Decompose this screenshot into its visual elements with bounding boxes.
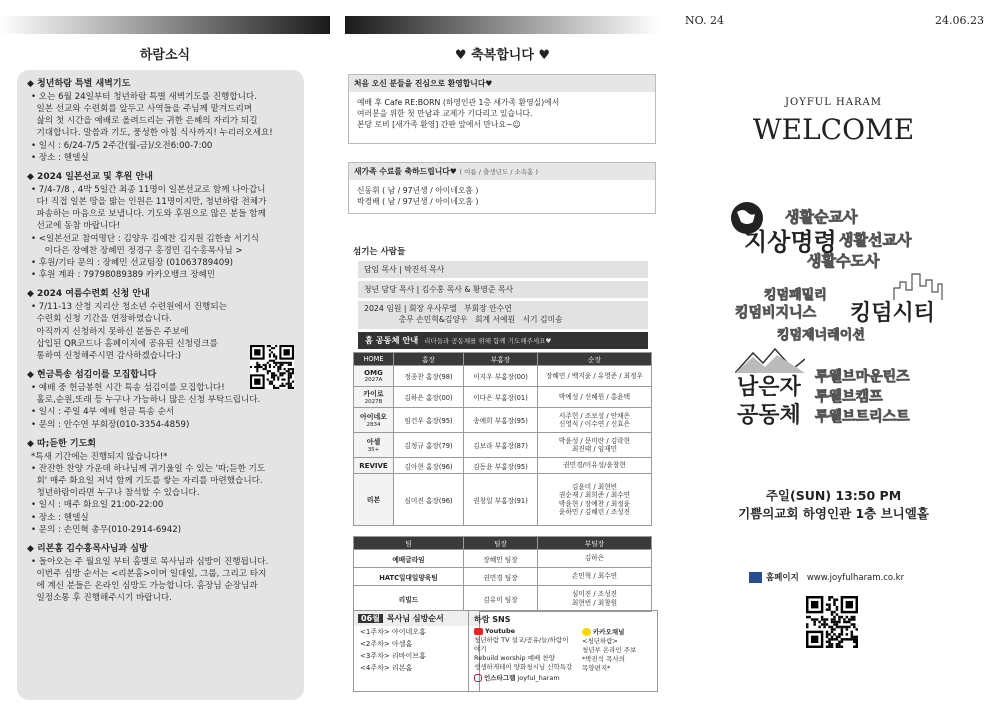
vision-text: 킹덤패밀리 bbox=[764, 288, 827, 303]
instagram-icon bbox=[474, 674, 482, 682]
news-line: 회' 매주 화요일 저녁 함께 기도를 쌓는 자리를 마련했습니다. bbox=[31, 475, 263, 486]
news-line: • 일시 : 매주 화요일 21:00-22:00 bbox=[31, 500, 164, 511]
news-section-title: ◆ 2024 여름수련회 신청 안내 bbox=[27, 289, 150, 300]
servant-row: 담임 목사 | 박진석 목사 bbox=[358, 261, 648, 278]
youtube-icon bbox=[474, 628, 483, 635]
home-name-cell bbox=[354, 474, 394, 526]
servant-line: 2024 임원 | 회장 우사무엘 부회장 안수연 bbox=[364, 304, 512, 313]
news-line: • 일시 : 6/24-7/5 2주간(월-금)/오전6:00-7:00 bbox=[31, 140, 213, 151]
news-box bbox=[17, 70, 304, 700]
vision-text: 생활수도사 bbox=[807, 252, 880, 270]
news-line: 에 계신 분들은 온라인 심방도 가능합니다. 홈장님 순장님과 bbox=[31, 581, 258, 592]
vision-text: 생활순교사 bbox=[785, 208, 858, 226]
news-section-title: ◆ 따;듣한 기도회 bbox=[27, 438, 96, 449]
news-line: • 잔잔한 찬양 가운데 하나님께 귀기울일 수 있는 '따;듣한 기도 bbox=[31, 463, 266, 474]
cover-panel bbox=[667, 0, 1000, 707]
home-name-cell bbox=[354, 366, 394, 387]
team-sub-cell: 김하은 bbox=[538, 550, 652, 568]
kakao-icon bbox=[582, 628, 591, 636]
news-section-title: ◆ 청년하람 특별 새벽기도 bbox=[27, 79, 131, 89]
home-vice-cell: 송예희 부홈장(95) bbox=[464, 408, 538, 433]
news-section-title: ◆ 리본홈 김수홍목사님과 심방 bbox=[27, 543, 148, 554]
youtube-line: Rebuild worship 예배 찬양 bbox=[474, 654, 555, 662]
news-line: • 문의 : 손민혁 총무(010-2914-6942) bbox=[31, 524, 182, 535]
news-line: • 장소 : 헨델실 bbox=[31, 512, 89, 523]
vision-text: 공동체 bbox=[737, 403, 801, 428]
home-name-cell bbox=[354, 387, 394, 408]
home-soon-cell: 권민경/이유성/윤창현 bbox=[538, 458, 652, 474]
home-soon-cell: 김윤미 / 최현빈 권순재 / 최희준 / 최수연 박윤현 / 장예찬 / 최정윤 윤하민 / 김혜린 / 조성진 bbox=[538, 474, 652, 526]
col-header: 순장 bbox=[538, 353, 652, 366]
home-leader-cell: 정종찬 홈장(98) bbox=[394, 366, 464, 387]
team-lead-cell: 권민경 팀장 bbox=[464, 568, 538, 586]
col-header: HOME bbox=[354, 353, 394, 366]
news-line: • <일본선교 참여명단 : 김양우 김예찬 김지원 김한솔 서기식 bbox=[31, 233, 259, 244]
table-row bbox=[354, 458, 652, 474]
visit-line: <1주차> 아이네오홈 bbox=[360, 628, 426, 636]
welcome-box bbox=[348, 74, 656, 144]
kakao-label: 카카오채널 bbox=[593, 628, 625, 636]
table-row bbox=[354, 568, 652, 586]
homepage-url: www.joyfulharam.co.kr bbox=[806, 573, 905, 583]
table-row bbox=[354, 474, 652, 526]
home-name-cell bbox=[354, 433, 394, 458]
home-name: 아셀 bbox=[366, 438, 381, 446]
home-sub: 2027B bbox=[364, 399, 383, 405]
home-sub: 2027A bbox=[364, 377, 383, 383]
news-line: • 후원 계좌 : 79798089389 카카오뱅크 장혜민 bbox=[31, 270, 216, 281]
home-vice-cell: 이지우 부홈장(00) bbox=[464, 366, 538, 387]
home-leader-cell: 김정규 홈장(79) bbox=[394, 433, 464, 458]
news-line: 홀로,순원,또래 등 누구나 가능하니 많은 신청 부탁드립니다. bbox=[31, 395, 261, 406]
service-info bbox=[667, 487, 1000, 522]
home-vice-cell: 김보라 부홈장(87) bbox=[464, 433, 538, 458]
col-header: 홈장 bbox=[394, 353, 464, 366]
home-soon-cell: 박윤성 / 문미란 / 김락현 최진태 / 임재민 bbox=[538, 433, 652, 458]
home-leader-cell: 김아현 홈장(96) bbox=[394, 458, 464, 474]
brand-subtitle: JOYFUL HARAM bbox=[785, 97, 882, 108]
news-sections bbox=[27, 78, 294, 605]
home-sub: 2834 bbox=[366, 422, 381, 428]
kakao-line: 청년부 온라인 주보 bbox=[582, 646, 637, 654]
team-sub-cell: 심미진 / 조성진 최현빈 / 최창원 bbox=[538, 586, 652, 612]
news-line: • 문의 : 안수연 부회장(010-3354-4859) bbox=[31, 419, 190, 430]
news-section-title: ◆ 2024 일본선교 및 후원 안내 bbox=[27, 171, 153, 182]
news-title: 하람소식 bbox=[139, 48, 191, 63]
news-line: • 후원/기타 문의 : 장혜민 선교팀장 (01063789409) bbox=[31, 257, 234, 268]
vision-text: 킹덤시티 bbox=[850, 301, 936, 326]
sns-box bbox=[468, 610, 658, 692]
team-name-cell: HATC일대일양육팀 bbox=[354, 568, 464, 586]
team-sub-cell: 손민혁 / 최수연 bbox=[538, 568, 652, 586]
mountain-icon bbox=[735, 345, 805, 373]
header-bar bbox=[345, 16, 660, 34]
news-line: 삽입된 QR코드나 홈페이지에 공유된 신청링크를 bbox=[31, 338, 218, 349]
vision-text: 투웰브트리스트 bbox=[815, 409, 910, 425]
news-line: 청년하람이라면 누구나 참석할 수 있습니다. bbox=[31, 488, 200, 499]
vision-text: 투웰브마운틴즈 bbox=[815, 369, 910, 385]
home-soon-cell: 서주헌 / 조보성 / 안채은 신영식 / 이수연 / 신효은 bbox=[538, 408, 652, 433]
issue-number: NO. 24 bbox=[685, 14, 724, 27]
header-bar bbox=[0, 16, 330, 34]
team-lead-cell: 장혜민 팀장 bbox=[464, 550, 538, 568]
home-name-cell bbox=[354, 458, 394, 474]
instagram-link[interactable] bbox=[474, 673, 574, 682]
news-section-title: ◆ 현금특송 섬김이를 모집합니다 bbox=[27, 370, 157, 381]
visit-title: 목사님 심방순서 bbox=[386, 614, 444, 623]
kakao-line: <청년하람> bbox=[582, 637, 619, 645]
table-row bbox=[354, 366, 652, 387]
col-header: 부홈장 bbox=[464, 353, 538, 366]
news-panel bbox=[0, 0, 330, 707]
blessing-title: ♥ 축복합니다 ♥ bbox=[454, 48, 551, 63]
home-vice-cell: 김동윤 부홈장(95) bbox=[464, 458, 538, 474]
home-note: 리더들과 공동체를 위해 함께 기도해주세요♥ bbox=[424, 337, 552, 345]
news-line: 파송하는 마음으로 보냅니다. 기도와 후원으로 많은 분들 함께 bbox=[31, 209, 266, 220]
vision-text: 남은자 bbox=[737, 375, 801, 400]
issue-date: 24.06.23 bbox=[935, 14, 984, 27]
news-line: 통하여 신청해주시면 감사하겠습니다:) bbox=[31, 350, 182, 361]
home-sub: 35+ bbox=[367, 447, 380, 453]
vision-text: 킹덤비지니스 bbox=[735, 305, 817, 321]
visit-month: 06월 bbox=[358, 614, 383, 623]
news-line: 이다은 장예찬 장혜민 정경구 홍경민 김수홍목사님 > bbox=[31, 245, 243, 256]
qr-code-icon[interactable] bbox=[250, 345, 294, 389]
home-name: REVIVE bbox=[359, 461, 388, 470]
home-leader-cell: 심미진 홈장(96) bbox=[394, 474, 464, 526]
service-place: 기쁨의교회 하영인관 1층 브니엘홀 bbox=[738, 505, 929, 521]
newcomer-body: 신동휘 ( 남 / 97년생 / 아이네오홈 ) 박경배 ( 남 / 97년생 / 아이네오홈 ) bbox=[357, 186, 479, 207]
youtube-line: 생생하게테이 양화청시님 신학특강 bbox=[474, 663, 573, 671]
sns-title: 하람 SNS bbox=[474, 615, 511, 624]
vision-text: 지상명령 bbox=[744, 228, 837, 256]
team-name-cell: 예배글라임 bbox=[354, 550, 464, 568]
newcomer-head: 새가족 수료를 축하드립니다♥ bbox=[354, 167, 457, 176]
service-time: 주일(SUN) 13:50 PM bbox=[765, 488, 902, 503]
youtube-label: Youtube bbox=[485, 627, 515, 635]
homepage-link[interactable] bbox=[749, 571, 904, 583]
home-name: 리본 bbox=[366, 495, 381, 504]
news-line: 일정소통 후 진행해주시기 바랍니다. bbox=[31, 593, 172, 604]
table-row bbox=[354, 433, 652, 458]
table-row bbox=[354, 550, 652, 568]
newcomer-box bbox=[348, 162, 656, 214]
home-vice-cell: 권창일 부홈장(91) bbox=[464, 474, 538, 526]
instagram-id: joyful_haram bbox=[517, 674, 560, 682]
welcome-body: 예배 후 Cafe RE:BORN (하영인관 1층 새가족 환영실)에서 여러분을 위한 첫 만남과 교제가 기다리고 있습니다. 본당 로비 [새가족 환영] 간판 앞에서 만나요~☺ bbox=[357, 98, 560, 130]
servant-row: 청년 담당 목사 | 김수홍 목사 & 황영준 목사 bbox=[358, 281, 648, 298]
vision-text: 킹덤제너레이션 bbox=[777, 328, 865, 343]
team-table bbox=[353, 536, 652, 612]
news-line: 아직까지 신청하지 못하신 분들은 주보에 bbox=[31, 326, 189, 337]
servants-title: 섬기는 사람들 bbox=[353, 247, 406, 257]
servant-line: 총무 손민혁&김양우 회계 서예원 서기 김미송 bbox=[364, 314, 563, 324]
qr-code-icon[interactable] bbox=[806, 596, 858, 648]
visit-line: <4주차> 리본홈 bbox=[360, 664, 413, 672]
youtube-link[interactable] bbox=[474, 627, 574, 635]
news-line: *특새 기간에는 진행되지 않습니다!* bbox=[31, 451, 168, 462]
visit-line: <3주차> 리바이브홈 bbox=[360, 652, 426, 660]
news-line: 일본 선교와 수련회를 앞두고 사역들을 주님께 맡겨드리며 bbox=[31, 103, 253, 114]
home-header bbox=[358, 332, 648, 349]
servant-row bbox=[358, 301, 648, 329]
col-header: 팀장 bbox=[464, 537, 538, 550]
news-line: 기대합니다. 말씀과 기도, 풍성한 아침 식사까지! 누리러오세요! bbox=[31, 128, 273, 139]
home-vice-cell: 이다은 부홈장(01) bbox=[464, 387, 538, 408]
welcome-head: 처음 오신 분들을 진심으로 환영합니다♥ bbox=[349, 75, 655, 92]
home-name: 아이네오 bbox=[359, 413, 388, 421]
home-leader-cell: 임건우 홈장(95) bbox=[394, 408, 464, 433]
kakao-link[interactable] bbox=[582, 627, 636, 636]
home-name: 카이로 bbox=[363, 390, 384, 398]
youtube-line: 청년하람 TV 설교/공유/늘/하람이야기 bbox=[474, 636, 569, 653]
news-line: • 7/4-7/8 , 4박 5일간 최종 11명이 일본선교로 함께 나아갑니 bbox=[31, 184, 266, 195]
news-line: 수련회 신청 기간을 연장하였습니다. bbox=[31, 314, 172, 325]
news-line: 다! 직접 일본 땅을 밟는 인원은 11명이지만, 청년하람 전체가 bbox=[31, 196, 267, 207]
news-line: • 오는 6월 24일부터 청년하람 특별 새벽기도를 진행합니다. bbox=[31, 91, 257, 102]
home-title: 홈 공동체 안내 bbox=[365, 335, 419, 345]
home-name: OMG bbox=[364, 369, 383, 377]
news-line: • 장소 : 헨델실 bbox=[31, 152, 89, 163]
vision-text: 생활선교사 bbox=[839, 231, 912, 249]
vision-text: 투웰브캠프 bbox=[815, 389, 883, 405]
home-table bbox=[353, 352, 652, 526]
kakao-line: 목양편지* bbox=[582, 664, 611, 672]
team-lead-cell: 김유미 팀장 bbox=[464, 586, 538, 612]
visit-line: <2주차> 아셀홈 bbox=[360, 640, 413, 648]
instagram-label: 인스타그램 bbox=[484, 674, 516, 682]
team-name-cell: 리빌드 bbox=[354, 586, 464, 612]
news-line: 선교에 동참 바랍니다! bbox=[31, 221, 121, 232]
table-row bbox=[354, 408, 652, 433]
news-line: • 일시 : 주일 4부 예배 헌금 특송 순서 bbox=[31, 407, 175, 418]
news-line: 이번주 심방 순서는 <리본홈>이며 일대일, 그룹, 그리고 타지 bbox=[31, 568, 267, 579]
news-line: • 7/11-13 산청 지리산 청소년 수련원에서 진행되는 bbox=[31, 302, 227, 313]
news-line: • 돌아오는 주 월요일 부터 홈별로 목사님과 심방이 진행됩니다. bbox=[31, 556, 269, 567]
newcomer-note: ( 이름 / 출생년도 / 소속홈 ) bbox=[459, 168, 538, 176]
news-line: 삶의 첫 시간을 예배로 올려드리는 귀한 은혜의 자리가 되길 bbox=[31, 116, 258, 127]
col-header: 부팀장 bbox=[538, 537, 652, 550]
col-header: 팀 bbox=[354, 537, 464, 550]
table-row bbox=[354, 586, 652, 612]
table-row bbox=[354, 387, 652, 408]
home-soon-cell: 장혜민 / 백지윤 / 유영준 / 최정우 bbox=[538, 366, 652, 387]
blessing-panel bbox=[345, 0, 660, 707]
home-name-cell bbox=[354, 408, 394, 433]
news-line: • 예배 중 헌금봉헌 시간 특송 섬김이를 모집합니다! bbox=[31, 382, 225, 393]
home-soon-cell: 박예성 / 신혜원 / 홍윤택 bbox=[538, 387, 652, 408]
welcome-heading: WELCOME bbox=[752, 113, 915, 146]
homepage-label: 홈페이지 bbox=[766, 573, 799, 583]
home-leader-cell: 김하은 홈장(00) bbox=[394, 387, 464, 408]
kakao-line: *박진석 목사의 bbox=[582, 655, 625, 663]
homepage-icon bbox=[749, 572, 762, 583]
visit-schedule bbox=[353, 610, 480, 692]
